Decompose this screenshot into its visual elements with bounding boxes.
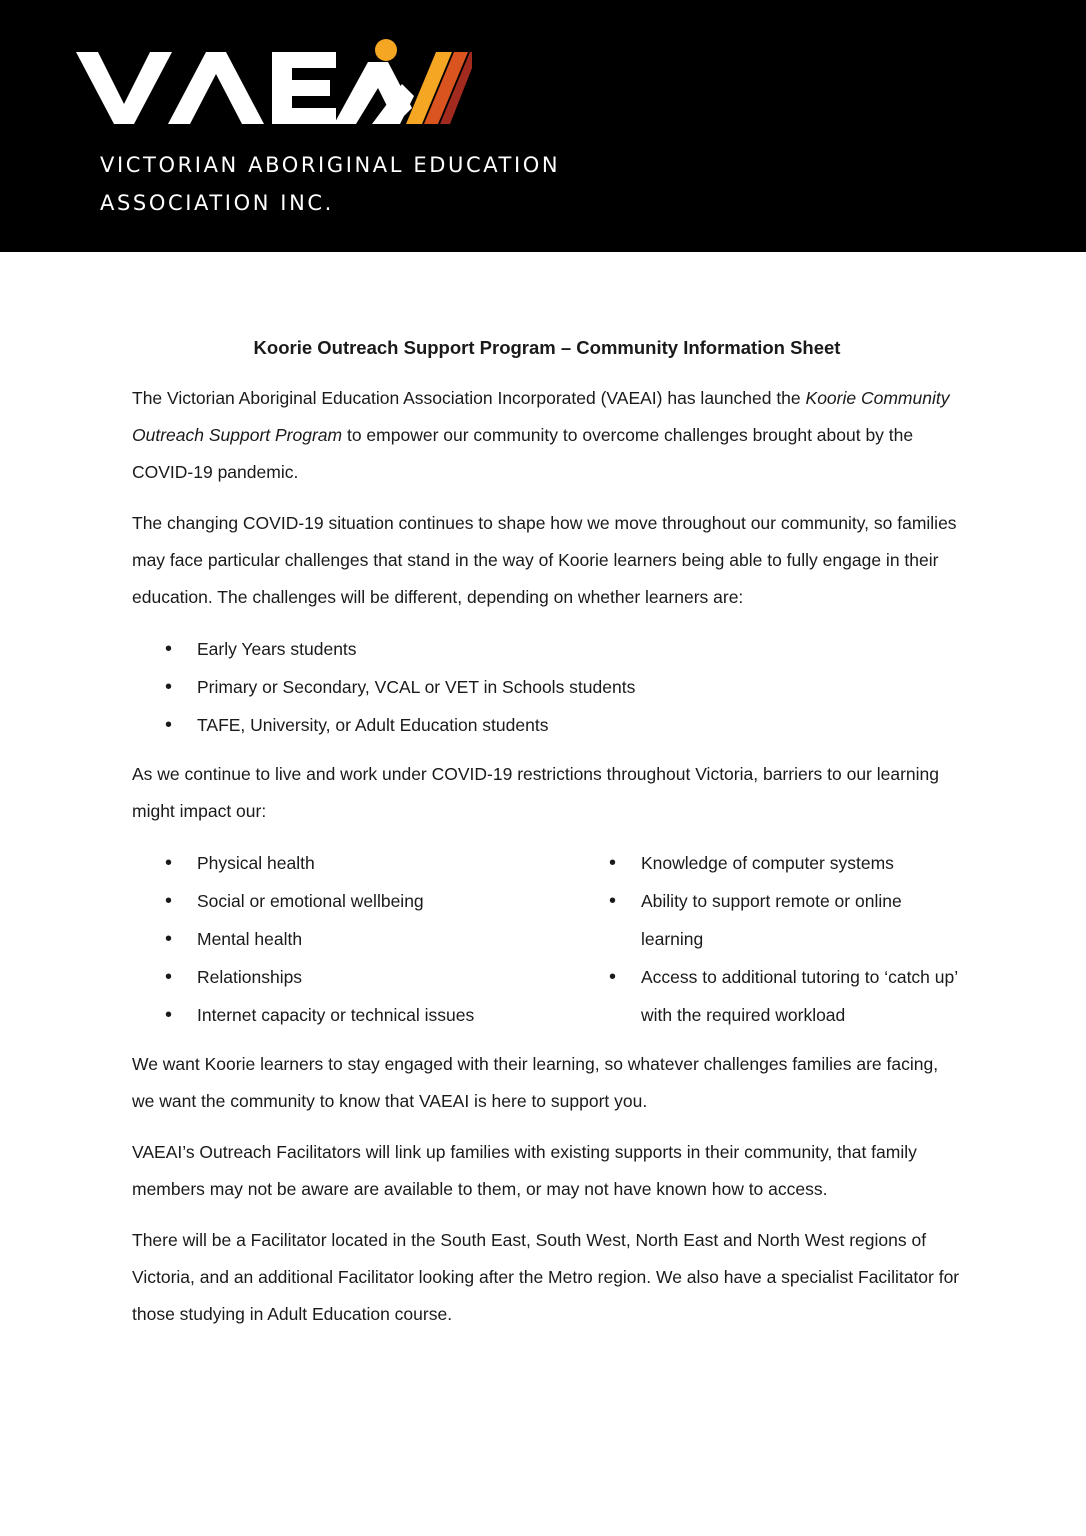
impacts-right-list [576,844,962,1034]
challenges-paragraph: The changing COVID-19 situation continues to shape how we move throughout our community, so families may face particular challenges that stand in the way of Koorie learners being able to fully engage in their education. The challenges will be different, depending on whether learners are: [132,513,957,607]
letterhead-banner [0,0,1086,252]
vaeai-logo [72,38,472,130]
impacts-left-column [132,844,576,1034]
list-item: • Mental health [132,920,576,958]
list-item: • Social or emotional wellbeing [132,882,576,920]
list-item: • Access to additional tutoring to ‘catch up’ with the required workload [576,958,962,1034]
learner-types-list [132,630,962,744]
list-item: • Relationships [132,958,576,996]
list-item: • TAFE, University, or Adult Education students [132,706,962,744]
list-item: • Knowledge of computer systems [576,844,962,882]
impacts-left-list [132,844,576,1034]
list-item: • Primary or Secondary, VCAL or VET in Schools students [132,668,962,706]
program-name-italic: Koorie Community Outreach Support Program [132,388,950,445]
intro-text-end: to empower our community to overcome challenges brought about by the COVID-19 pandemic. [132,425,914,482]
list-item: • Internet capacity or technical issues [132,996,576,1034]
list-item: • Ability to support remote or online learning [576,882,962,958]
impacts-columns [132,844,962,1034]
impacts-right-column [576,844,962,1034]
barriers-paragraph: As we continue to live and work under COVID-19 restrictions throughout Victoria, barriers to our learning might impact our: [132,764,940,821]
regions-paragraph: There will be a Facilitator located in the South East, South West, North East and North West regions of Victoria, and an additional Facilitator looking after the Metro region. We also have a specialist Facilitator for those studying in Adult Education course. [132,1230,960,1324]
intro-paragraph [132,380,962,491]
organisation-name-line1: VICTORIAN ABORIGINAL EDUCATION [100,153,561,177]
document-title: Koorie Outreach Support Program – Community Information Sheet [253,337,841,358]
engagement-paragraph: We want Koorie learners to stay engaged with their learning, so whatever challenges families are facing, we want the community to know that VAEAI is here to support you. [132,1054,939,1111]
facilitators-paragraph: VAEAI’s Outreach Facilitators will link up families with existing supports in their community, that family members may not be aware are available to them, or may not have known how to access. [132,1142,917,1199]
list-item: • Physical health [132,844,576,882]
list-item: • Early Years students [132,630,962,668]
organisation-name-line2: ASSOCIATION INC. [100,191,334,215]
organisation-name [100,146,560,222]
intro-text-start: The Victorian Aboriginal Education Association Incorporated (VAEAI) has launched the [132,388,806,408]
document-body [132,332,962,1347]
